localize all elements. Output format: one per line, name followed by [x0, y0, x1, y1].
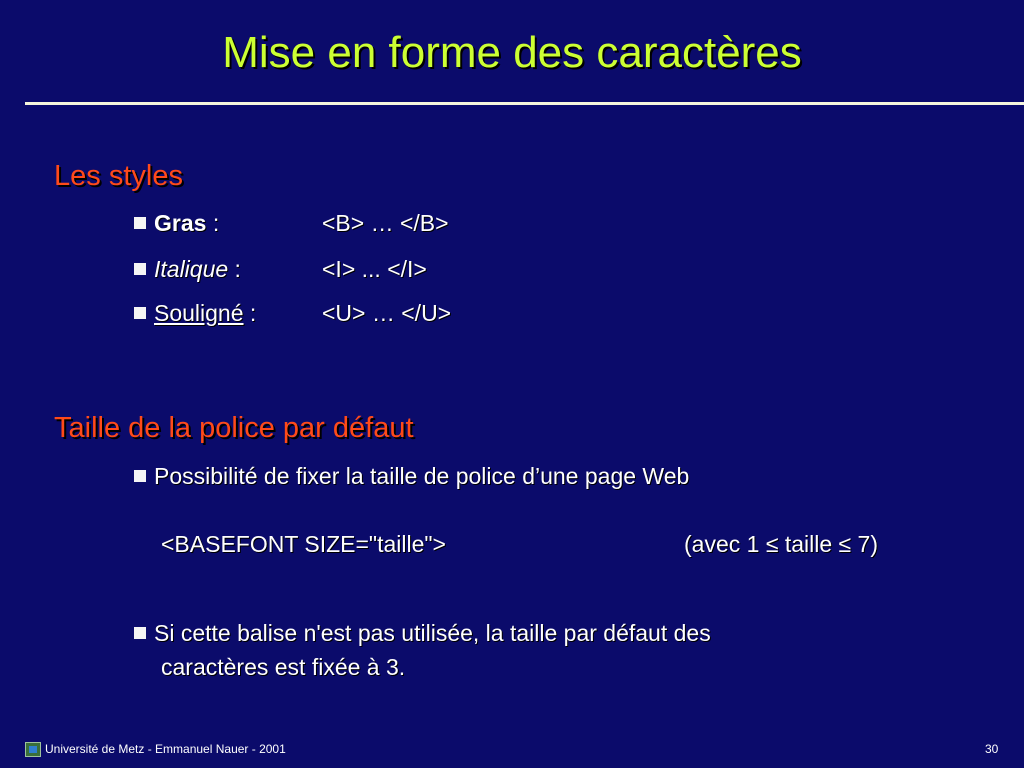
label-separator: : [206, 210, 220, 236]
bullet-text: Si cette balise n'est pas utilisée, la taille par défaut des [154, 620, 711, 646]
list-item-possibilite [134, 463, 689, 490]
label-gras: Gras [154, 210, 207, 236]
label-souligne: Souligné [154, 300, 244, 326]
bullet-square-icon [134, 307, 146, 319]
list-item-default-note [134, 620, 711, 647]
size-range-note: (avec 1 ≤ taille ≤ 7) [684, 531, 878, 557]
university-logo-icon [25, 742, 41, 757]
code-gras: <B> … </B> [322, 210, 449, 236]
page-number: 30 [985, 742, 999, 756]
bullet-text: Possibilité de fixer la taille de police d’une page Web [154, 463, 690, 489]
bullet-square-icon [134, 627, 146, 639]
code-souligne: <U> … </U> [322, 300, 452, 326]
label-separator: : [243, 300, 257, 326]
footer-credit: Université de Metz - Emmanuel Nauer - 2001 [45, 742, 286, 756]
label-separator: : [228, 256, 241, 282]
label-italique: Italique [154, 256, 229, 282]
list-item-souligne [134, 300, 256, 327]
bullet-square-icon [134, 217, 146, 229]
list-item-italique [134, 256, 241, 283]
bullet-square-icon [134, 263, 146, 275]
code-italique: <I> ... </I> [322, 256, 427, 282]
bullet-square-icon [134, 470, 146, 482]
list-item-gras [134, 210, 219, 237]
slide-title: Mise en forme des caractères [222, 28, 802, 77]
title-divider [25, 102, 1024, 105]
basefont-code: <BASEFONT SIZE="taille"> [161, 531, 446, 557]
section-heading-styles: Les styles [54, 160, 183, 192]
bullet-text-continued: caractères est fixée à 3. [161, 654, 406, 680]
section-heading-default-size: Taille de la police par défaut [54, 412, 414, 444]
